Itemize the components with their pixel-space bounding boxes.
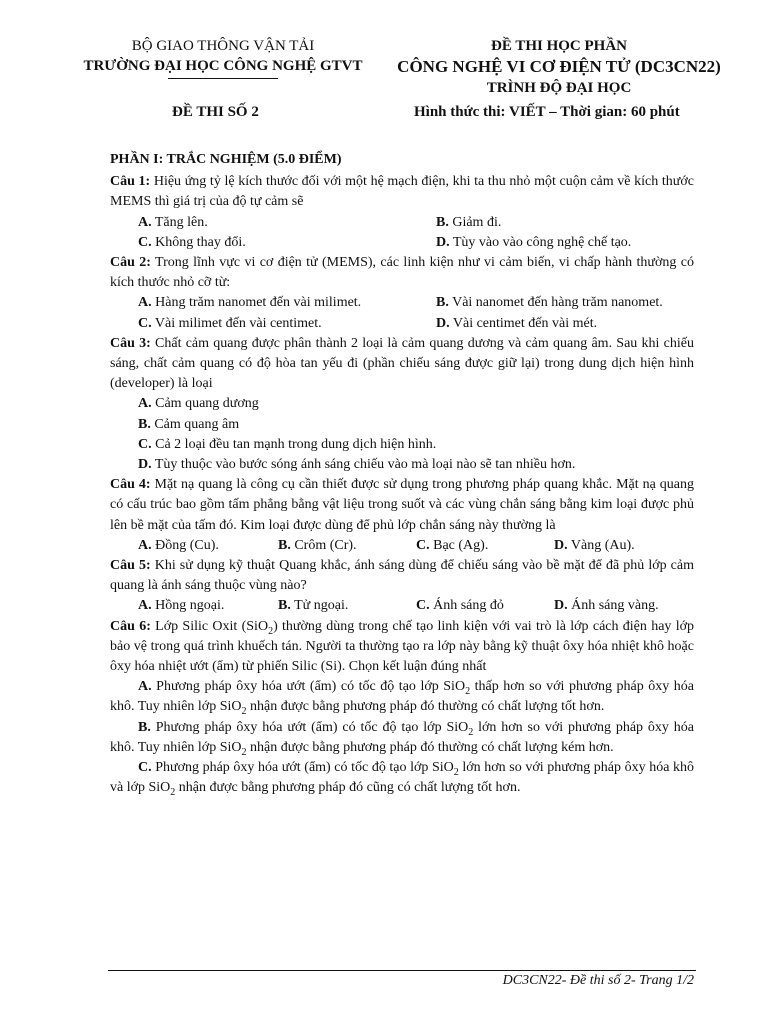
q3-option-a: A. Cảm quang dương bbox=[138, 396, 259, 412]
page-footer: DC3CN22- Đề thi số 2- Trang 1/2 bbox=[502, 973, 694, 988]
header-underline bbox=[168, 78, 278, 79]
question-4: Câu 4: Mặt nạ quang là công cụ cần thiết được sử dụng trong phương pháp quang khắc. Mặt nạ quang có cấu trúc bao gồm tấm phẳng bằng vật liệu trong suốt và các vùng chắn sáng bằng kim loại được phủ lên bề mặt của tấm đó. Kim loại được dùng để phủ lớp chắn sáng này thường là bbox=[110, 477, 694, 533]
q5-option-c: C. Ánh sáng đỏ bbox=[416, 598, 504, 614]
university-name: TRƯỜNG ĐẠI HỌC CÔNG NGHỆ GTVT bbox=[83, 58, 363, 74]
q4-option-c: C. Bạc (Ag). bbox=[416, 537, 489, 553]
exam-form: Hình thức thi: VIẾT – Thời gian: 60 phút bbox=[414, 104, 680, 120]
q2-option-b: B. Vài nanomet đến hàng trăm nanomet. bbox=[436, 295, 663, 311]
education-level: TRÌNH ĐỘ ĐẠI HỌC bbox=[486, 80, 632, 96]
exam-number: ĐỀ THI SỐ 2 bbox=[172, 104, 259, 120]
section-title: PHẦN I: TRẮC NGHIỆM (5.0 ĐIỂM) bbox=[110, 152, 342, 167]
q2-option-c: C. Vài milimet đến vài centimet. bbox=[138, 315, 322, 331]
q1-option-c: C. Không thay đổi. bbox=[138, 234, 246, 250]
q4-option-d: D. Vàng (Au). bbox=[554, 537, 635, 553]
question-6: Câu 6: Lớp Silic Oxit (SiO$_2$) thường dùng trong chế tạo linh kiện với vai trò là lớp cách điện hay lớp bảo vệ trong quá trình khuếch tán. Người ta thường tạo ra lớp này bằng kỹ thuật ôxy hóa nhiệt khô hoặc ôxy hóa nhiệt ướt (ẩm) từ phiến Silic (Si). Chọn kết luận đúng nhất bbox=[110, 618, 695, 675]
q6-option-c: C. Phương pháp ôxy hóa ướt (ẩm) có tốc độ tạo lớp SiO$_2$ lớn hơn so với phương pháp ôxy hóa khô và lớp SiO$_2$ nhận được bằng phương pháp đó cũng có chất lượng tốt hơn. bbox=[110, 760, 695, 799]
q3-option-b: B. Cảm quang âm bbox=[138, 416, 240, 432]
q6-option-a: A. Phương pháp ôxy hóa ướt (ẩm) có tốc độ tạo lớp SiO$_2$ thấp hơn so với phương pháp ôxy hóa khô. Tuy nhiên lớp SiO$_2$ nhận được bằng phương pháp đó thường có chất lượng tốt hơn. bbox=[110, 679, 695, 718]
question-2: Câu 2: Trong lĩnh vực vi cơ điện tử (MEMS), các linh kiện như vi cảm biến, vi chấp hành thường có kích thước nhỏ cỡ từ: bbox=[110, 255, 695, 291]
q4-option-a: A. Đồng (Cu). bbox=[138, 537, 219, 553]
q1-option-b: B. Giảm đi. bbox=[436, 214, 502, 230]
q5-options-row bbox=[110, 596, 694, 616]
q2-options-row-2 bbox=[110, 314, 694, 334]
q1-option-a: A. Tăng lên. bbox=[138, 214, 208, 230]
header-left bbox=[52, 36, 394, 79]
question-1 bbox=[110, 172, 694, 212]
footer-divider bbox=[108, 970, 696, 971]
exam-title: ĐỀ THI HỌC PHẦN bbox=[491, 38, 627, 54]
question-text: Hiệu ứng tỷ lệ kích thước đối với một hệ mạch điện, khi ta thu nhỏ một cuộn cảm về kích thước MEMS thì giá trị của độ tự cảm sẽ bbox=[110, 174, 694, 210]
question-5: Câu 5: Khi sử dụng kỹ thuật Quang khắc, ánh sáng dùng để chiếu sáng vào bề mặt để đã phủ lớp cảm quang là ánh sáng thuộc vùng nào? bbox=[110, 558, 695, 594]
ministry-name: BỘ GIAO THÔNG VẬN TẢI bbox=[131, 38, 315, 54]
q1-option-d: D. Tùy vào vào công nghệ chế tạo. bbox=[436, 234, 632, 250]
q2-option-a: A. Hàng trăm nanomet đến vài milimet. bbox=[138, 295, 362, 311]
q3-option-d: D. Tùy thuộc vào bước sóng ánh sáng chiếu vào mà loại nào sẽ tan nhiều hơn. bbox=[138, 457, 576, 473]
question-3: Câu 3: Chất cảm quang được phân thành 2 loại là cảm quang dương và cảm quang âm. Sau khi chiếu sáng, chất cảm quang có độ hòa tan yếu đi (phần chiếu sáng được giữ lại) trong dung dịch hiện hình (developer) là loại bbox=[110, 335, 694, 392]
q1-options-row-2 bbox=[110, 233, 694, 253]
q6-option-b: B. Phương pháp ôxy hóa ướt (ẩm) có tốc độ tạo lớp SiO$_2$ lớn hơn so với phương pháp ôxy hóa khô. Tuy nhiên lớp SiO$_2$ nhận được bằng phương pháp đó thường có chất lượng kém hơn. bbox=[110, 719, 695, 758]
header-right bbox=[384, 36, 734, 98]
q5-option-a: A. Hồng ngoại. bbox=[138, 598, 225, 614]
exam-content bbox=[110, 150, 694, 799]
q2-option-d: D. Vài centimet đến vài mét. bbox=[436, 315, 598, 331]
q1-options-row-1 bbox=[110, 213, 694, 233]
question-label: Câu 1: bbox=[110, 174, 151, 190]
q5-option-b: B. Tử ngoại. bbox=[278, 598, 349, 614]
q5-option-d: D. Ánh sáng vàng. bbox=[554, 598, 659, 614]
q4-option-b: B. Crôm (Cr). bbox=[278, 537, 357, 553]
q4-options-row bbox=[110, 536, 694, 556]
course-title: CÔNG NGHỆ VI CƠ ĐIỆN TỬ (DC3CN22) bbox=[397, 57, 721, 76]
q2-options-row-1 bbox=[110, 293, 694, 313]
q3-option-c: C. Cả 2 loại đều tan mạnh trong dung dịch hiện hình. bbox=[138, 436, 437, 452]
